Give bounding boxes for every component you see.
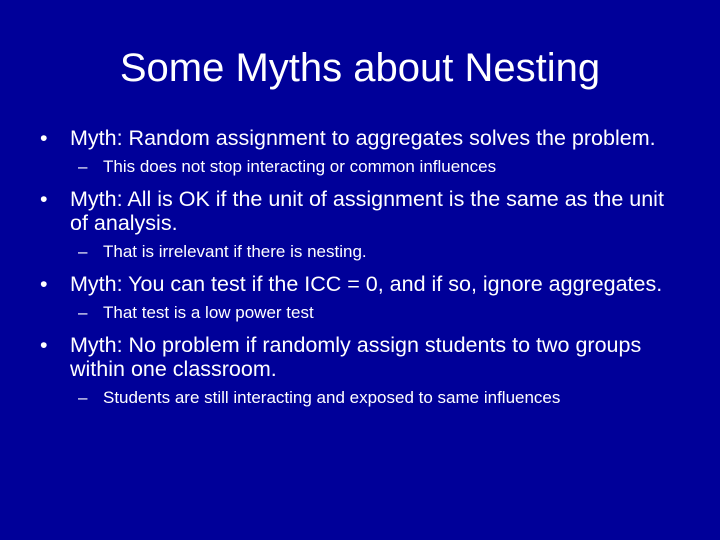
sub-bullet-marker: –	[78, 242, 88, 261]
sub-bullet-item	[0, 242, 720, 262]
bullet-marker: •	[40, 126, 48, 150]
bullet-text: Myth: No problem if randomly assign students to two groups within one classroom.	[70, 333, 642, 381]
bullet-item	[0, 126, 720, 150]
bullet-item	[0, 272, 720, 296]
sub-bullet-item	[0, 388, 720, 408]
sub-bullet-marker: –	[78, 157, 88, 176]
bullet-item	[0, 187, 720, 235]
sub-bullet-item	[0, 303, 720, 323]
bullet-group	[0, 272, 720, 323]
bullet-text: Myth: All is OK if the unit of assignment is the same as the unit of analysis.	[70, 187, 664, 235]
sub-bullet-text: That is irrelevant if there is nesting.	[103, 242, 367, 261]
slide-title: Some Myths about Nesting	[119, 46, 601, 90]
sub-bullet-text: Students are still interacting and exposed to same influences	[103, 388, 561, 407]
sub-bullet-item	[0, 157, 720, 177]
bullet-marker: •	[40, 272, 48, 296]
bullet-group	[0, 187, 720, 262]
sub-bullet-text: This does not stop interacting or common influences	[103, 157, 497, 176]
bullet-marker: •	[40, 333, 48, 357]
bullet-list	[0, 126, 720, 418]
bullet-group	[0, 333, 720, 408]
bullet-text: Myth: Random assignment to aggregates solves the problem.	[70, 126, 656, 150]
bullet-group	[0, 126, 720, 177]
sub-bullet-marker: –	[78, 303, 88, 322]
bullet-marker: •	[40, 187, 48, 211]
bullet-item	[0, 333, 720, 381]
bullet-text: Myth: You can test if the ICC = 0, and if so, ignore aggregates.	[70, 272, 663, 296]
sub-bullet-text: That test is a low power test	[103, 303, 314, 322]
sub-bullet-marker: –	[78, 388, 88, 407]
